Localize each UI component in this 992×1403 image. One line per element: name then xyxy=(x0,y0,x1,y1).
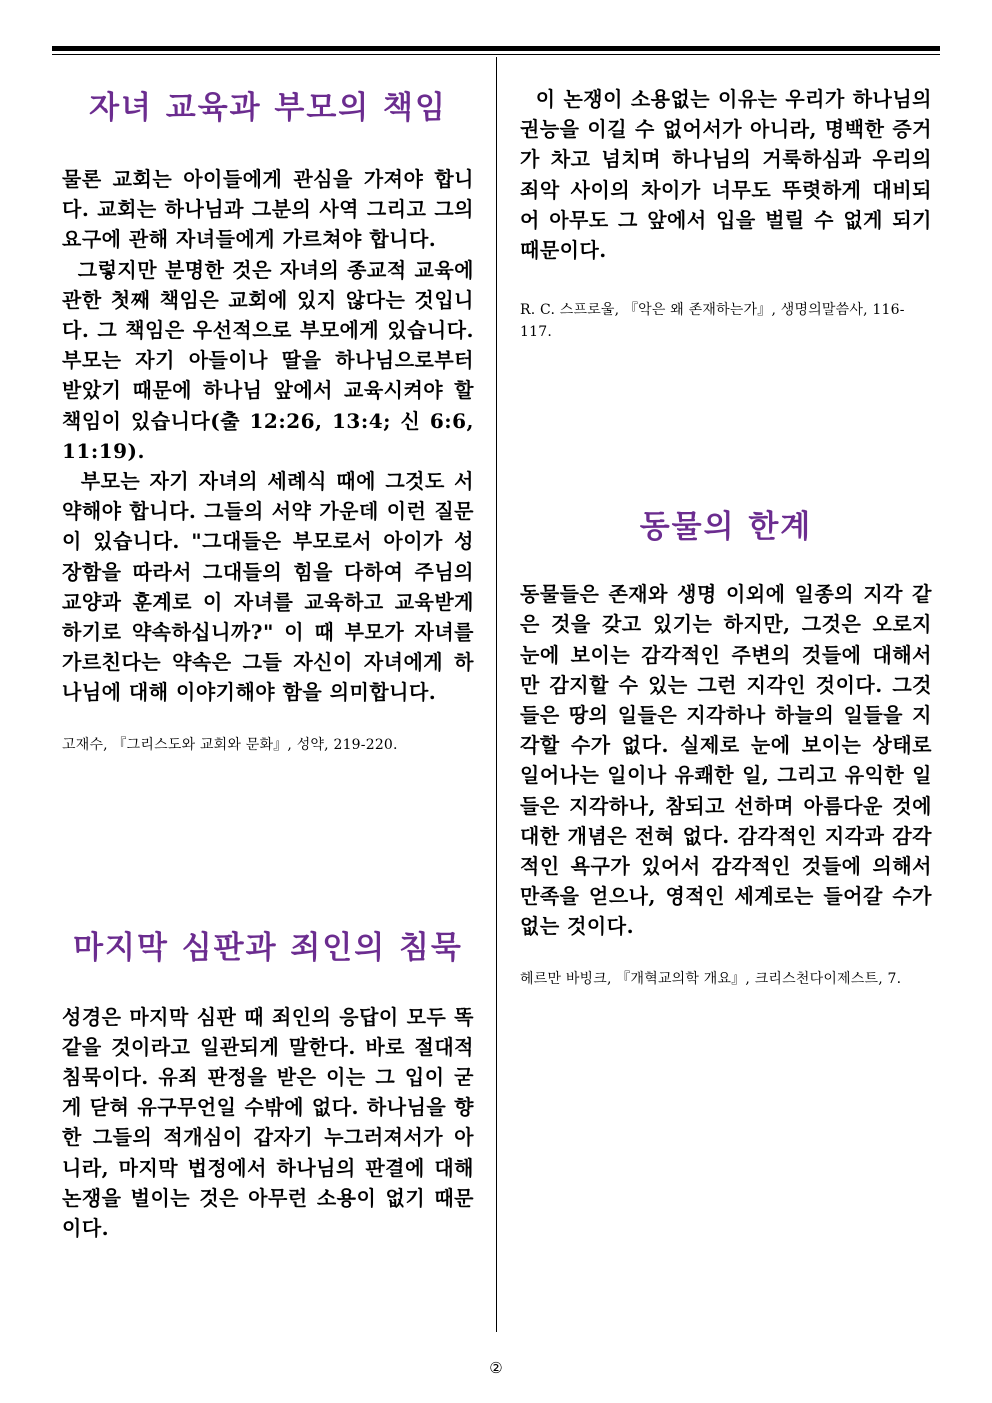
top-rule-thick xyxy=(52,46,940,51)
article-title-parent-responsibility: 자녀 교육과 부모의 책임 xyxy=(89,90,447,126)
article-paragraph: 물론 교회는 아이들에게 관심을 가져야 합니다. 교회는 하나님과 그분의 사역 그리고 그의 요구에 관해 자녀들에게 가르쳐야 합니다. xyxy=(62,167,474,252)
article-paragraph: 이 논쟁이 소용없는 이유는 우리가 하나님의 권능을 이길 수 없어서가 아니라, 명백한 증거가 차고 넘치며 하나님의 거룩하심과 우리의 죄악 사이의 차이가 너무도 뚜렷하게 대비되어 아무도 그 앞에서 입을 벌릴 수 없게 되기 때문이다. xyxy=(520,87,940,263)
source-citation: R. C. 스프로울, 『악은 왜 존재하는가』, 생명의말씀사, 116-117. xyxy=(520,302,905,341)
article-paragraph: 부모는 자기 자녀의 세례식 때에 그것도 서약해야 합니다. 그들의 서약 가운데 이런 질문이 있습니다. "그대들은 부모로서 아이가 성장함을 따라서 그대들의 힘을 다하여 주님의 교양과 훈계로 이 자녀를 교육하고 교육받게 하기로 약속하십니까?" 이 때 부모가 자녀를 가르친다는 약속은 그들 자신이 자녀에게 하나님에 대해 이야기해야 함을 의미합니다. xyxy=(62,469,482,705)
article-title-last-judgment: 마지막 심판과 죄인의 침묵 xyxy=(73,929,463,966)
right-column xyxy=(520,58,940,990)
article-paragraph: 동물들은 존재와 생명 이외에 일종의 지각 같은 것을 갖고 있기는 하지만, 그것은 오로지 눈에 보이는 감각적인 주변의 것들에 대해서만 감지할 수 있는 그런 지각인 것이다. 그것들은 땅의 일들은 지각하나 하늘의 일들을 지각할 수가 없다. 실제로 눈에 보이는 상태로 일어나는 일이나 유쾌한 일, 그리고 유익한 일들은 지각하나, 참되고 선하며 아름다운 것에 대한 개념은 전혀 없다. 감각적인 지각과 감각적인 욕구가 있어서 감각적인 것들에 의해서 만족을 얻으나, 영적인 세계로는 들어갈 수가 없는 것이다. xyxy=(520,582,932,939)
source-citation: 고재수, 『그리스도와 교회와 문화』, 성약, 219-220. xyxy=(62,736,398,753)
article-title-animal-limits: 동물의 한계 xyxy=(639,509,813,546)
left-column xyxy=(62,58,482,1243)
column-divider xyxy=(496,57,497,1332)
article-paragraph: 성경은 마지막 심판 때 죄인의 응답이 모두 똑같을 것이라고 일관되게 말한다. 바로 절대적 침묵이다. 유죄 판정을 받은 이는 그 입이 굳게 닫혀 유구무언일 수밖에 없다. 하나님을 향한 그들의 적개심이 갑자기 누그러져서가 아니라, 마지막 법정에서 하나님의 판결에 대해 논쟁을 벌이는 것은 아무런 소용이 없기 때문이다. xyxy=(62,1004,474,1241)
source-citation: 헤르만 바빙크, 『개혁교의학 개요』, 크리스천다이제스트, 7. xyxy=(520,970,902,987)
article-paragraph: 그렇지만 분명한 것은 자녀의 종교적 교육에 관한 첫째 책임은 교회에 있지 않다는 것입니다. 그 책임은 우선적으로 부모에게 있습니다. 부모는 자기 아들이나 딸을 하나님으로부터 받았기 때문에 하나님 앞에서 교육시켜야 할 책임이 있습니다(출 12:26, 13:4; 신 6:6, 11:19). xyxy=(62,257,482,463)
page-number: ② xyxy=(489,1359,503,1377)
top-rule-thin xyxy=(52,54,940,55)
